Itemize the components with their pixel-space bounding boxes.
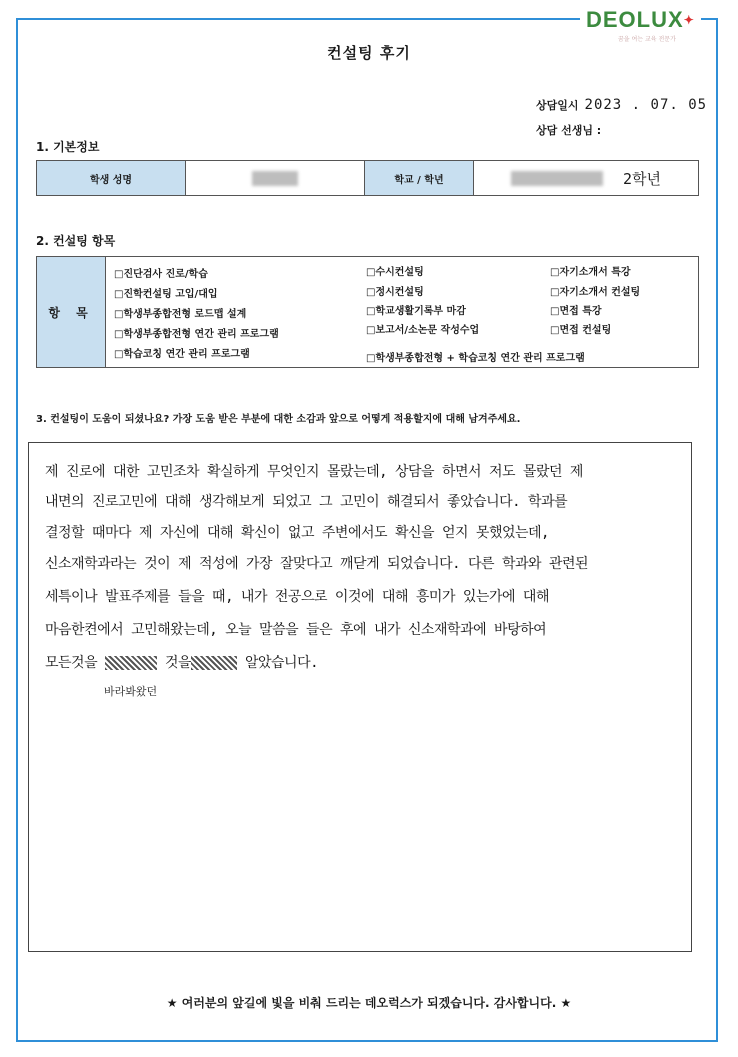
option-jeongsi[interactable]: □정시컨설팅 [366,287,424,298]
page-title: 컨설팅 후기 [327,44,411,62]
option-interview-lecture[interactable]: □면접 특강 [550,306,602,317]
correction-note: 바라봐왔던 [104,685,158,698]
consult-date [536,97,707,113]
review-line: 제 진로에 대한 고민조차 확실하게 무엇인지 몰랐는데, 상담을 하면서 저도 몰랐던 제 [45,464,583,480]
option-school-record[interactable]: □학교생활기록부 마감 [366,306,466,317]
crossed-out-text [105,656,157,670]
crossed-out-text [191,656,237,670]
review-line: 세특이나 발표주제를 들을 때, 내가 전공으로 이것에 대해 흥미가 있는가에 대해 [45,589,549,605]
option-interview-consult[interactable]: □면접 컨설팅 [550,325,612,336]
option-essay-lecture[interactable]: □자기소개서 특강 [550,267,631,278]
option-combined-program[interactable]: □학생부종합전형 + 학습코칭 연간 관리 프로그램 [366,353,585,364]
review-line-last: 모든것을 것을 알았습니다. [45,655,319,671]
review-line: 마음한켠에서 고민해왔는데, 오늘 말씀을 들은 후에 내가 신소재학과에 바탕하여 [45,622,547,638]
deolux-logo: DEOLUX✦ [580,8,701,32]
sparkle-icon: ✦ [683,13,695,27]
items-row-label: 항 목 [37,257,106,368]
option-susi[interactable]: □수시컨설팅 [366,267,424,278]
date-label: 상담일시 [536,99,579,112]
date-value: 2023 . 07. 05 [584,97,708,113]
school-grade-value [474,161,699,196]
option-report-writing[interactable]: □보고서/소논문 작성수업 [366,325,480,336]
option-roadmap[interactable]: □학생부종합전형 로드맵 설계 [114,309,247,320]
review-line: 내면의 진로고민에 대해 생각해보게 되었고 그 고민이 해결되서 좋았습니다. 학과를 [45,494,568,510]
option-study-coaching[interactable]: □학습코칭 연간 관리 프로그램 [114,349,250,360]
logo-subtext: 꿈을 여는 교육 전문가 [618,36,676,43]
option-diagnosis[interactable]: □진단검사 진로/학습 [114,269,208,280]
student-name-value [186,161,365,196]
section1-title: 1. 기본정보 [36,140,100,154]
footer-message: ★ 여러분의 앞길에 빛을 비춰 드리는 데오럭스가 되겠습니다. 감사합니다. ★ [166,996,572,1010]
grade-value: 2학년 [622,169,661,188]
consult-teacher: 상담 선생님 : [536,124,602,137]
basic-info-table [36,160,699,196]
option-essay-consult[interactable]: □자기소개서 컨설팅 [550,287,641,298]
review-line: 신소재학과라는 것이 제 적성에 가장 잘맞다고 깨닫게 되었습니다. 다른 학과와 관련된 [45,556,589,572]
school-grade-label: 학교 / 학년 [365,161,474,196]
redacted-name [252,171,298,186]
redacted-school [511,171,603,186]
review-line: 결정할 때마다 제 자신에 대해 확신이 없고 주변에서도 확신을 얻지 못했었는데, [45,525,549,541]
section3-question: 3. 컨설팅이 도움이 되셨나요? 가장 도움 받은 부분에 대한 소감과 앞으로 어떻게 적용할지에 대해 남겨주세요. [36,414,521,425]
option-admission[interactable]: □진학컨설팅 고입/대입 [114,289,218,300]
student-name-label: 학생 성명 [37,161,186,196]
option-annual-record[interactable]: □학생부종합전형 연간 관리 프로그램 [114,329,279,340]
section2-title: 2. 컨설팅 항목 [36,234,116,248]
